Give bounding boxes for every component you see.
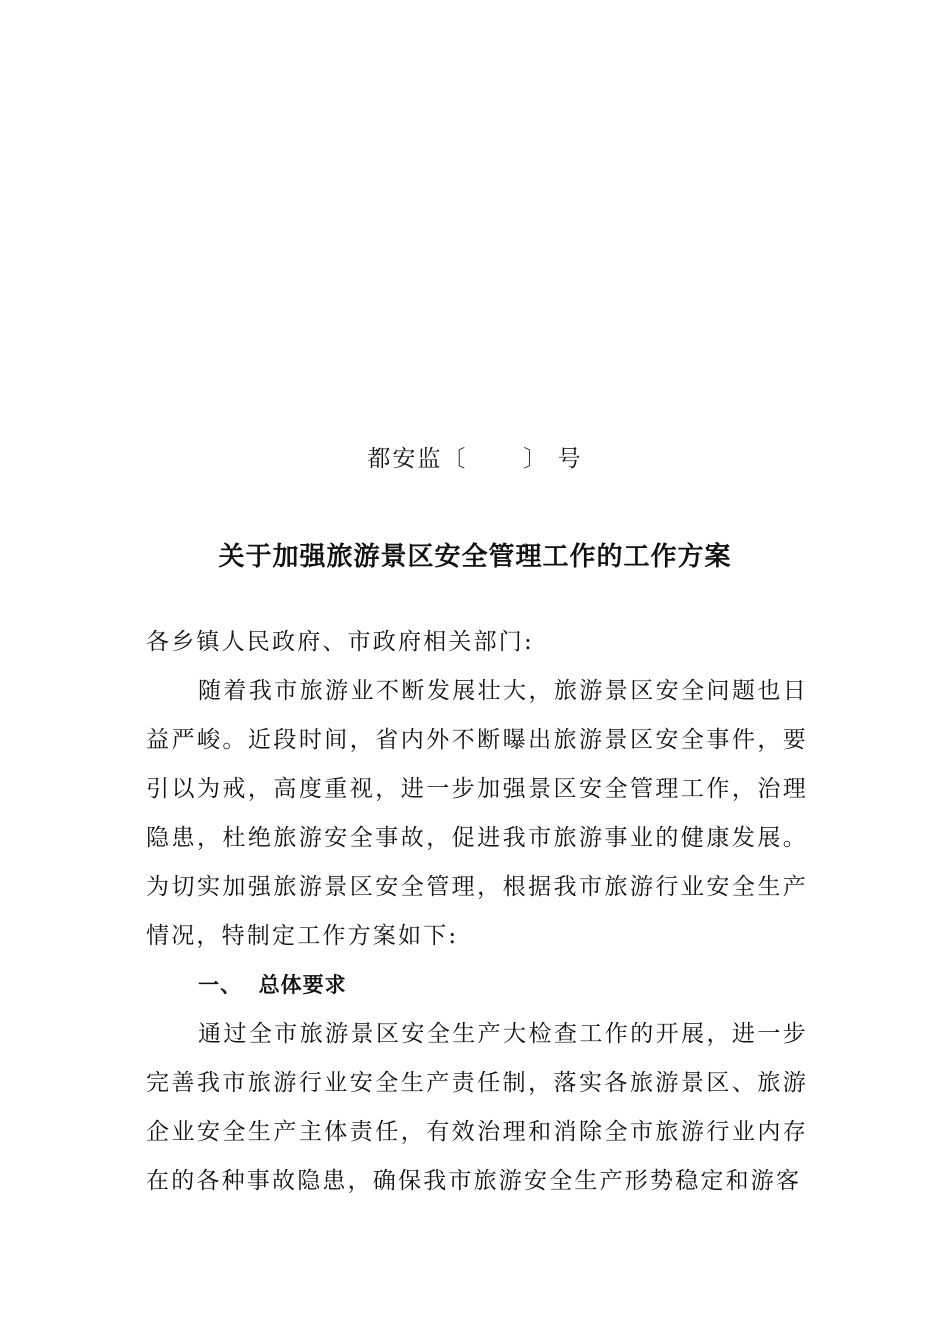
- document-body: [146, 618, 808, 1206]
- section-paragraph: 通过全市旅游景区安全生产大检查工作的开展，进一步完善我市旅游行业安全生产责任制，落实各旅游景区、旅游企业安全生产主体责任，有效治理和消除全市旅游行业内存在的各种事故隐患，确保我市旅游安全生产形势稳定和游客: [146, 1021, 808, 1194]
- document-number: 都安监〔 〕 号: [367, 446, 583, 472]
- addressee-line: 各乡镇人民政府、市政府相关部门:: [146, 629, 534, 655]
- section-heading: 一、 总体要求: [198, 973, 347, 997]
- document-title: 关于加强旅游景区安全管理工作的工作方案: [218, 542, 732, 572]
- intro-paragraph: 随着我市旅游业不断发展壮大，旅游景区安全问题也日益严峻。近段时间，省内外不断曝出旅游景区安全事件，要引以为戒，高度重视，进一步加强景区安全管理工作，治理隐患，杜绝旅游安全事故，促进我市旅游事业的健康发展。为切实加强旅游景区安全管理，根据我市旅游行业安全生产情况，特制定工作方案如下:: [146, 678, 808, 949]
